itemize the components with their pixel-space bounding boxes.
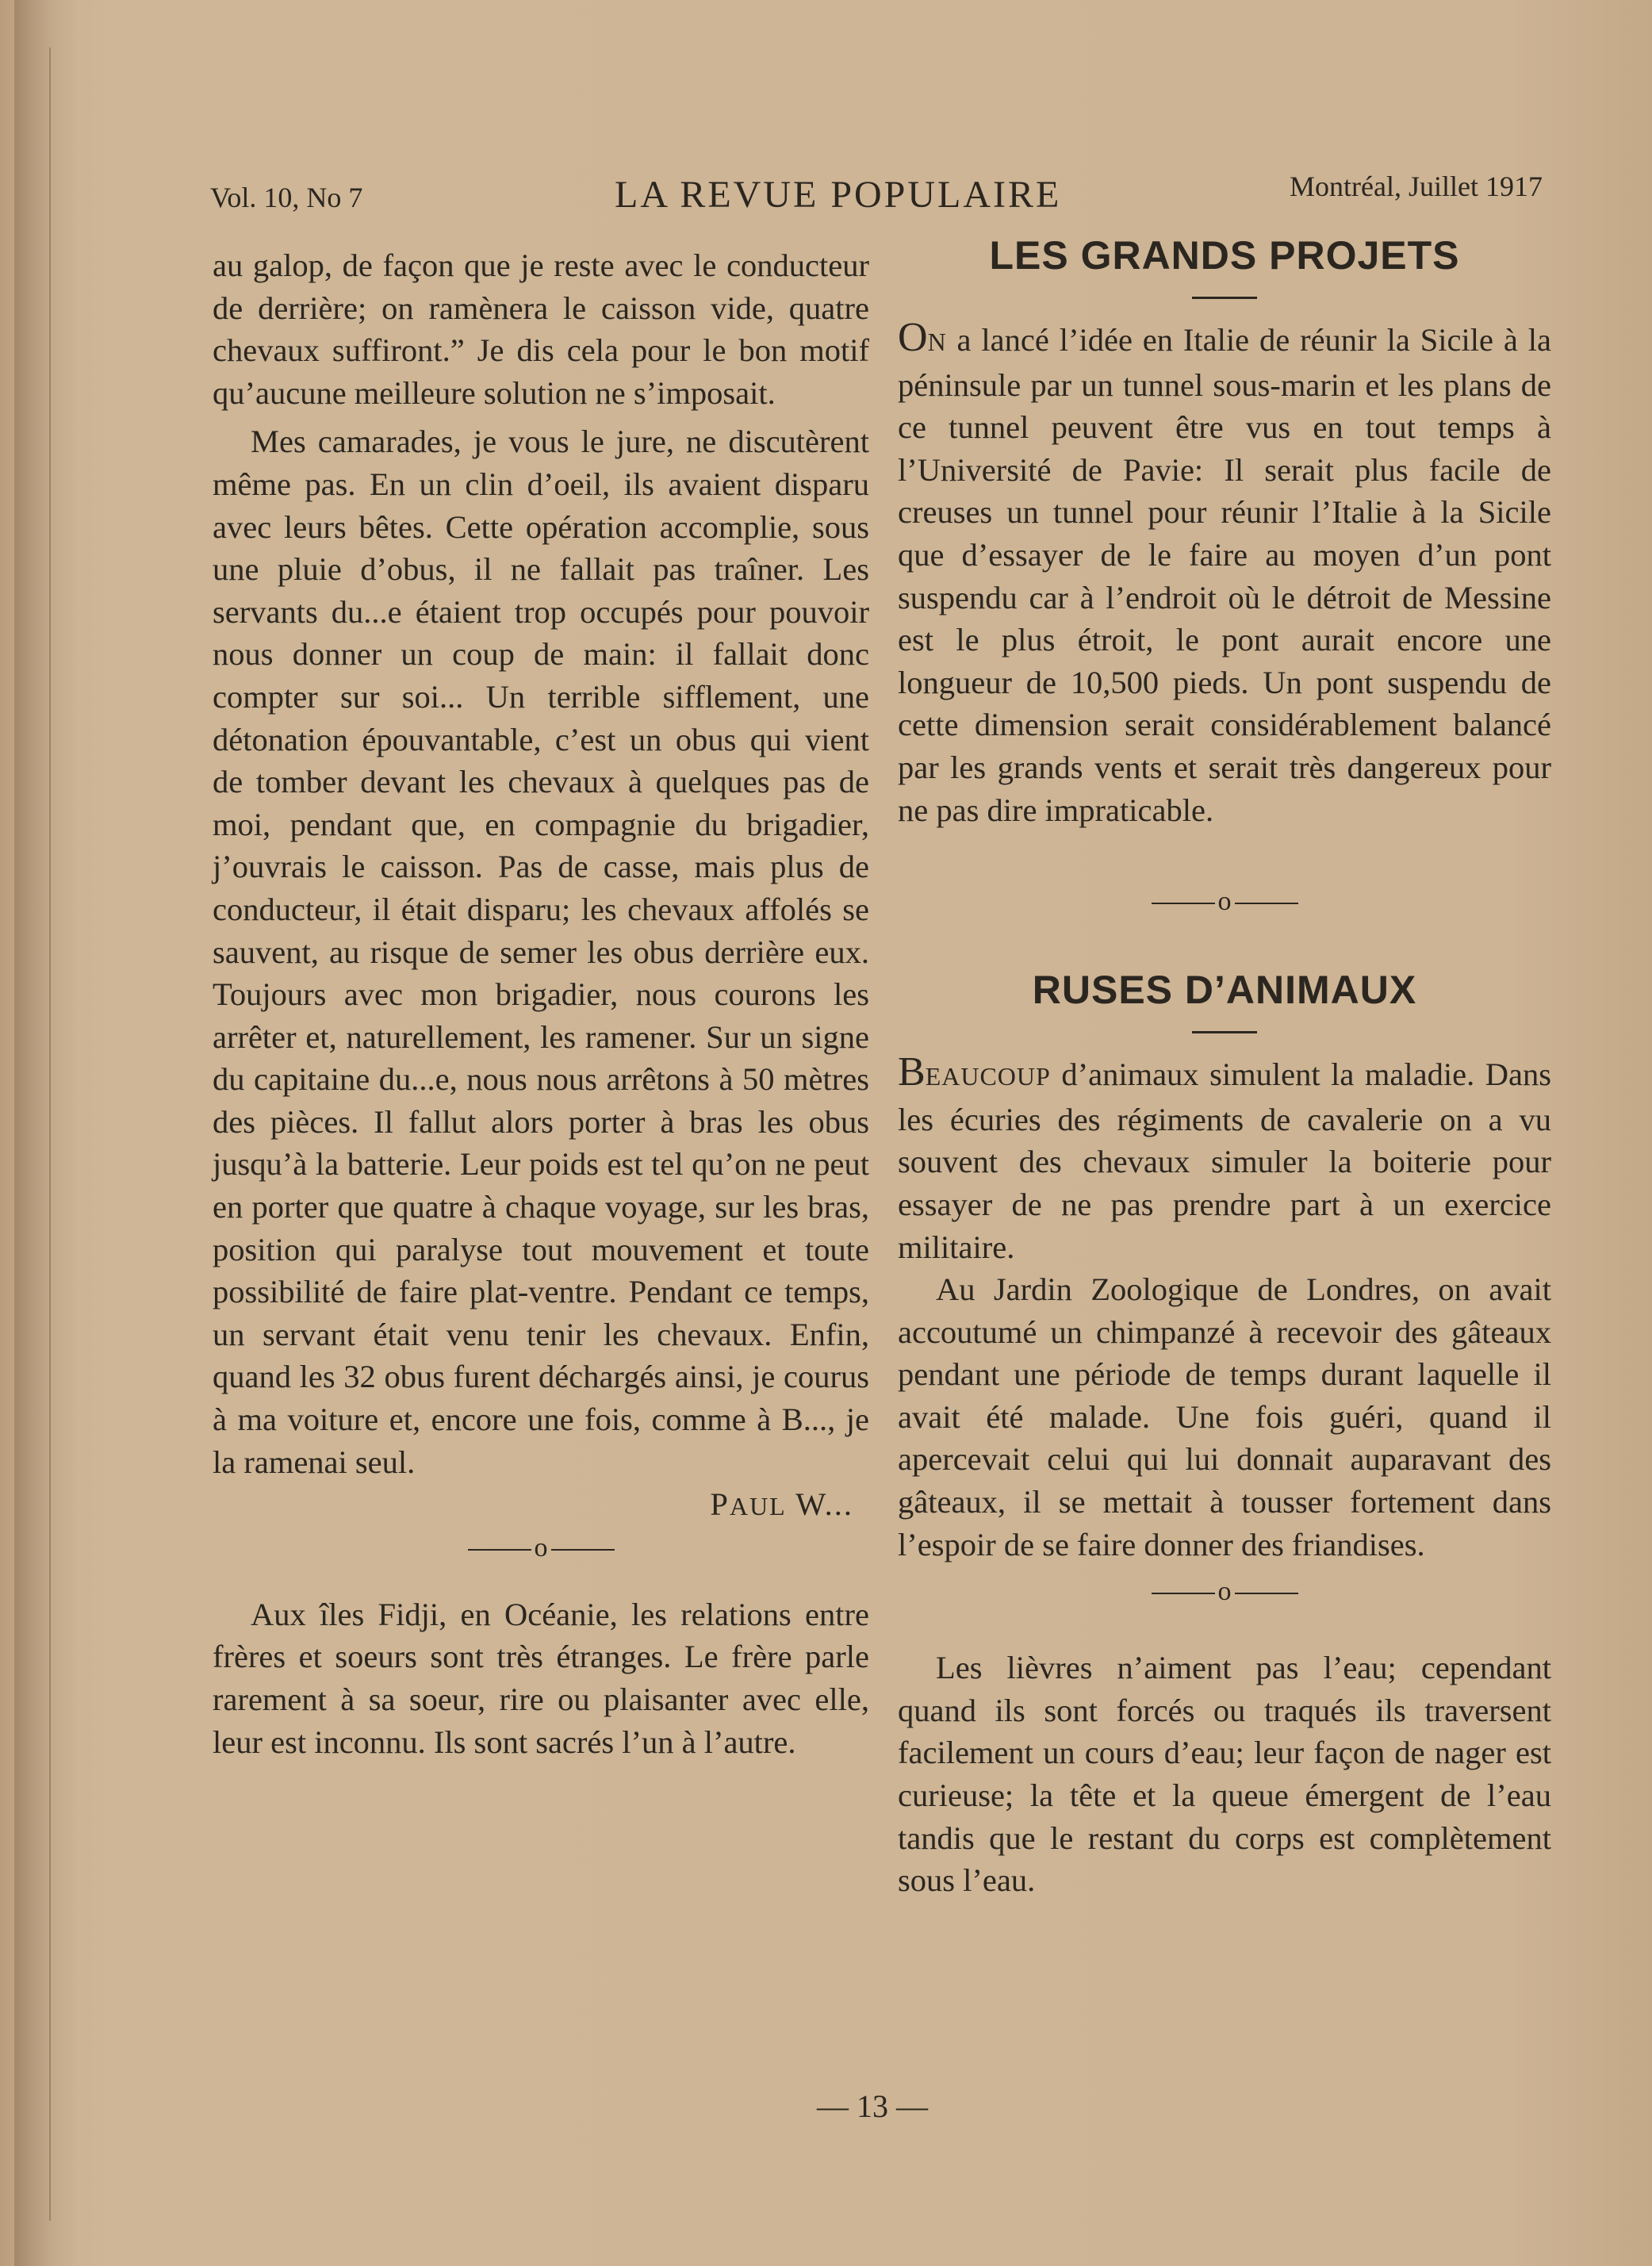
issue-date: Montréal, Juillet 1917: [1290, 171, 1543, 202]
page-number: — 13 —: [817, 2088, 928, 2124]
running-header: [210, 168, 1543, 216]
section-divider: o: [898, 882, 1551, 922]
story-paragraph: Mes camarades, je vous le jure, ne discutèrent même pas. En un clin d’oeil, ils avaient disparu avec leurs bêtes. Cette opération accomplie, sous une pluie d’obus, il ne fallait pas traîner. Les servants du...e étaient trop occupés pour pouvoir nous donner un coup de main: il fallait donc compter sur soi... Un terrible sifflement, une détonation épouvantable, c’est un obus qui vient de tomber devant les chevaux à quelques pas de moi, pendant que, en compagnie du brigadier, j’ouvrais le caisson. Pas de casse, mais plus de conducteur, il était disparu; les chevaux affolés se sauvent, au risque de semer les obus derrière eux. Toujours avec mon brigadier, nous courons les arrêter et, naturellement, les ramener. Sur un signe du capitaine du...e, nous nous arrêtons à 50 mètres des pièces. Il fallut alors porter à bras les obus jusqu’à la batterie. Leur poids est tel qu’on ne peut en porter que quatre à chaque voyage, sur les bras, position qui paralyse tout mouvement et toute possibilité de faire plat-ventre. Pendant ce temps, un servant était venu tenir les chevaux. Enfin, quand les 32 obus furent déchargés ainsi, je courus à ma voiture et, encore une fois, comme à B..., je la ramenai seul.: [213, 424, 869, 1480]
headline-grands-projets: LES GRANDS PROJETS: [989, 233, 1460, 278]
article-lievres: Les lièvres n’aiment pas l’eau; cependant quand ils sont forcés ou traqués ils traversent facilement un cours d’eau; leur façon de nager est curieuse; la tête et la queue émergent de l’eau tandis que le restant du corps est complètement sous l’eau.: [898, 1650, 1551, 1899]
fidji-paragraph: Aux îles Fidji, en Océanie, les relations entre frères et soeurs sont très étranges. Le frère parle rarement à sa soeur, rire ou plaisanter avec elle, leur est inconnu. Ils sont sacrés l’un à l’autre.: [213, 1596, 869, 1760]
headline-rule: [1192, 297, 1257, 299]
publication-title: LA REVUE POPULAIRE: [615, 174, 1062, 216]
headline-ruses-animaux: RUSES D’ANIMAUX: [1032, 968, 1417, 1013]
article-chimpanze: Au Jardin Zoologique de Londres, on avait accoutumé un chimpanzé à recevoir des gâteaux pendant une période de temps durant laquelle il avait été malade. Une fois guéri, quand il apercevait celui qui lui donnait auparavant des gâteaux, il se mettait à tousser fortement dans l’espoir de se faire donner des friandises.: [898, 1271, 1551, 1562]
binding-edge: [49, 48, 51, 2221]
story-continuation: au galop, de façon que je reste avec le conducteur de derrière; on ramènera le caisson vide, quatre chevaux suffiront.” Je dis cela pour le bon motif qu’aucune meilleure solution ne s’imposait.: [213, 247, 869, 411]
section-divider: o: [213, 1528, 869, 1568]
article-ruses: BEAUCOUP d’animaux simulent la maladie. Dans les écuries des régiments de cavalerie on a vu souvent des chevaux simuler la boiterie pour essayer de ne pas prendre part à un exercice militaire.: [898, 1049, 1551, 1265]
binding-shadow: [14, 0, 78, 2266]
left-column: [213, 244, 869, 1763]
author-signature: PAUL W...: [710, 1486, 853, 1523]
headline-rule: [1192, 1031, 1257, 1033]
section-divider: o: [898, 1572, 1551, 1612]
right-column: [898, 230, 1551, 1902]
article-tunnel: ON a lancé l’idée en Italie de réunir la Sicile à la péninsule par un tunnel sous-marin et les plans de ce tunnel peuvent être vus en tout temps à l’Université de Pavie: Il serait plus facile de creuses un tunnel pour réunir l’Italie à la Sicile que d’essayer de le faire au moyen d’un pont suspendu car à l’endroit où le détroit de Messine est le plus étroit, le pont aurait encore une longueur de 10,500 pieds. Un pont suspendu de cette dimension serait considérablement balancé par les grands vents et serait très dangereux pour ne pas dire impraticable.: [898, 315, 1551, 828]
volume-number: Vol. 10, No 7: [210, 182, 363, 213]
